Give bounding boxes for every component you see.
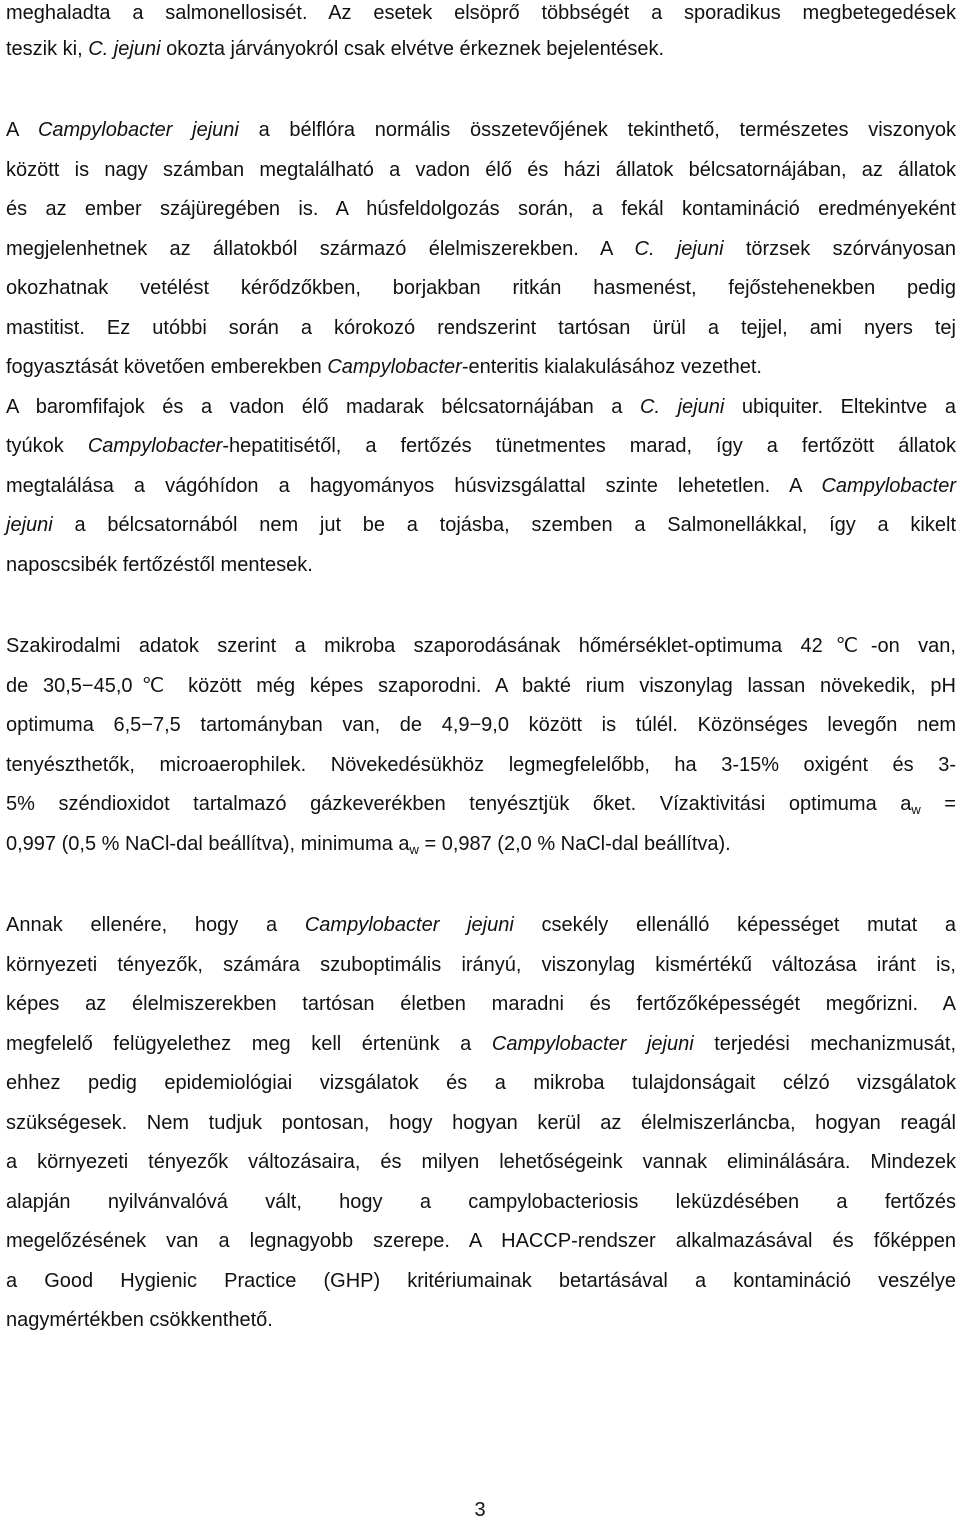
paragraph-line: tyúkok Campylobacter-hepatitisétől, a fertőzés tünetmentes marad, így a fertőzött állatok	[6, 435, 957, 457]
paragraph-line: megtalálása a vágóhídon a hagyományos húsvizsgálattal szinte lehetetlen. A Campylobacter	[6, 475, 956, 497]
paragraph-line: szükségesek. Nem tudjuk pontosan, hogy hogyan kerül az élelmiszerláncba, hogyan reagál	[6, 1112, 956, 1134]
page-number: 3	[474, 1499, 486, 1521]
paragraph-line: megelőzésének van a legnagyobb szerepe. A HACCP-rendszer alkalmazásával és főképpen	[6, 1230, 956, 1252]
paragraph-line: 0,997 (0,5 % NaCl-dal beállítva), minimuma $a_w = 0,987$ (2,0 % NaCl-dal beállítva).	[6, 833, 731, 857]
paragraph-line: tenyészthetők, microaerophilek. Növekedésükhöz legmegfelelőbb, ha 3-15% oxigént és 3-	[6, 754, 956, 776]
paragraph-line: Szakirodalmi adatok szerint a mikroba szaporodásának hőmérséklet-optimuma 42℃-on van,	[6, 635, 956, 657]
paragraph-line: között is nagy számban megtalálható a vadon élő és házi állatok bélcsatornájában, az állatok	[6, 159, 956, 181]
paragraph-line: alapján nyilvánvalóvá vált, hogy a campylobacteriosis leküzdésében a fertőzés	[6, 1191, 956, 1213]
paragraph-line: környezeti tényezők, számára szuboptimális irányú, viszonylag kismértékű változása iránt is,	[6, 954, 956, 976]
paragraph-line: okozhatnak vetélést kérődzőkben, borjakban ritkán hasmenést, fejőstehenekben pedig	[6, 277, 956, 299]
paragraph-line: 5% széndioxidot tartalmazó gázkeverékben tenyésztjük őket. Vízaktivitási optimuma $a_w$ =	[6, 793, 956, 817]
paragraph-line: képes az élelmiszerekben tartósan életben maradni és fertőzőképességét megőrizni. A	[6, 993, 956, 1015]
paragraph-line: mastitist. Ez utóbbi során a kórokozó rendszerint tartósan ürül a tejjel, ami nyers tej	[6, 317, 956, 339]
paragraph-line: a Good Hygienic Practice (GHP) kritériumainak betartásával a kontamináció veszélye	[6, 1270, 956, 1292]
paragraph-line: megjelenhetnek az állatokból származó élelmiszerekben. A C. jejuni törzsek szórványosan	[6, 238, 956, 260]
paragraph-line: fogyasztását követően emberekben Campylobacter-enteritis kialakulásához vezethet.	[6, 356, 762, 378]
paragraph-line: naposcsibék fertőzéstől mentesek.	[6, 554, 313, 576]
paragraph-line: A baromfifajok és a vadon élő madarak bélcsatornájában a C. jejuni ubiquiter. Eltekintve a	[6, 396, 956, 418]
paragraph-line: ehhez pedig epidemiológiai vizsgálatok és a mikroba tulajdonságait célzó vizsgálatok	[6, 1072, 956, 1094]
paragraph-line: teszik ki, C. jejuni okozta járványokról csak elvétve érkeznek bejelentések.	[6, 38, 665, 60]
paragraph-line: de 30,5−45,0℃ között még képes szaporodni. A bakté rium viszonylag lassan növekedik, pH	[6, 675, 956, 697]
paragraph-line: és az ember szájüregében is. A húsfeldolgozás során, a fekál kontamináció eredményeként	[6, 198, 956, 220]
paragraph-line: jejuni a bélcsatornából nem jut be a tojásba, szemben a Salmonellákkal, így a kikelt	[6, 514, 956, 536]
paragraph-line: meghaladta a salmonellosisét. Az esetek elsöprő többségét a sporadikus megbetegedések	[6, 2, 956, 24]
paragraph-line: optimuma 6,5−7,5 tartományban van, de 4,9−9,0 között is túlél. Közönséges levegőn nem	[6, 714, 956, 736]
paragraph-line: nagymértékben csökkenthető.	[6, 1309, 273, 1331]
paragraph-line: a környezeti tényezők változásaira, és milyen lehetőségeink vannak eliminálására. Mindezek	[6, 1151, 956, 1173]
paragraph-line: Annak ellenére, hogy a Campylobacter jejuni csekély ellenálló képességet mutat a	[6, 914, 956, 936]
paragraph-line: A Campylobacter jejuni a bélflóra normális összetevőjének tekinthető, természetes viszonyok	[6, 119, 957, 141]
paragraph-line: megfelelő felügyelethez meg kell értenünk a Campylobacter jejuni terjedési mechanizmusát,	[6, 1033, 957, 1055]
